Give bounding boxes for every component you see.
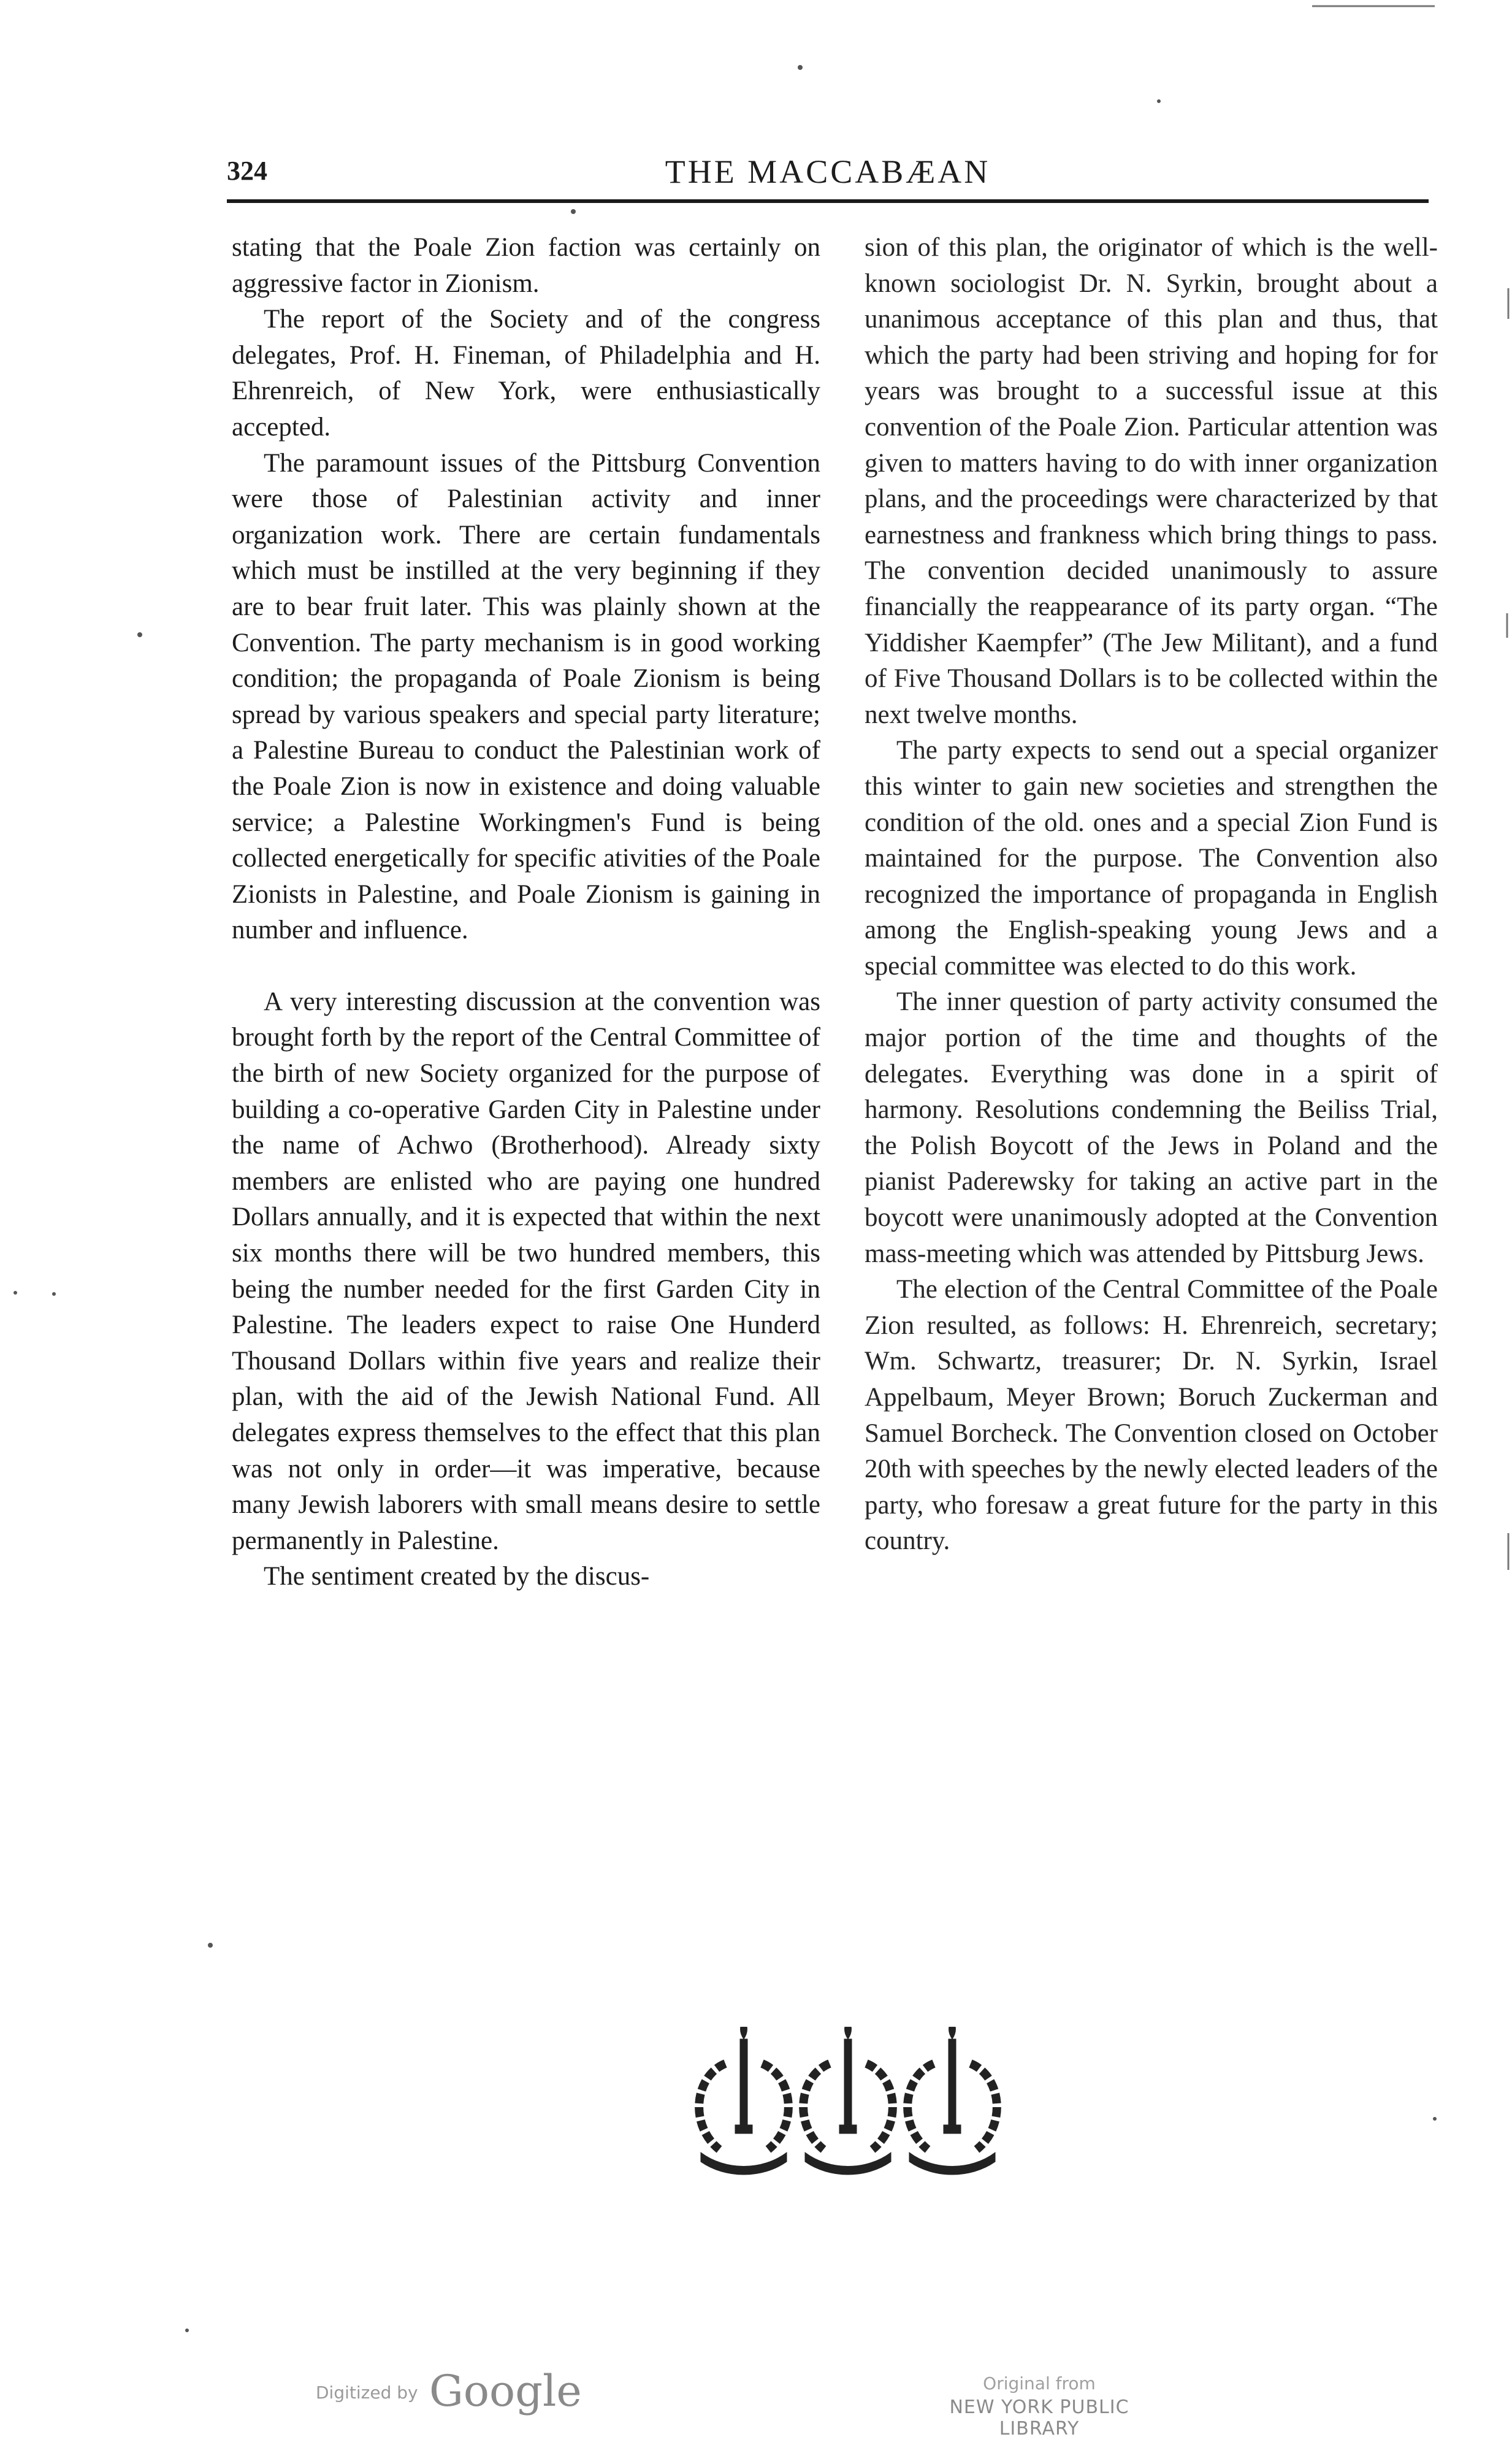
paragraph: The report of the Society and of the congress delegates, Prof. H. Fineman, of Philadelphia and H. Ehrenreich, of New York, were enthusiastically accepted.: [232, 305, 820, 442]
paragraph: sion of this plan, the originator of which is the well-known sociologist Dr. N. Syrkin, brought about a unanimous acceptance of this plan and thus, that which the party had been striving and hoping for for years was brought to a successful issue at this convention of the Poale Zion. Particular attention was given to matters having to do with inner organization plans, and the proceedings were characterized by that earnestness and frankness which bring things to pass. The convention decided unanimously to assure financially the reappearance of its party organ. “The Yiddisher Kaempfer” (The Jew Militant), and a fund of Five Thousand Dollars is to be collected within the next twelve months.: [865, 233, 1438, 729]
paragraph: stating that the Poale Zion faction was certainly on aggressive factor in Zionism.: [232, 233, 820, 298]
paragraph: A very interesting discussion at the convention was brought forth by the report of the Central Committee of the birth of new Society organized for the purpose of building a co-operative Garden City in Palestine under the name of Achwo (Brotherhood). Already sixty members are enlisted who are paying one hundred Dollars annually, and it is expected that within the next six months there will be two hundred members, this being the number needed for the first Garden City in Palestine. The leaders expect to raise One Hunderd Thousand Dollars within five years and realize their plan, with the aid of the Jewish National Fund. All delegates express themselves to the effect that this plan was not only in order—it was imperative, because many Jewish laborers with small means desire to settle permanently in Palestine.: [232, 987, 820, 1555]
left-column: [232, 230, 820, 1595]
paragraph: The inner question of party activity consumed the major portion of the time and thoughts of the delegates. Everything was done in a spirit of harmony. Resolutions condemning the Beiliss Trial, the Polish Boycott of the Jews in Poland and the pianist Paderewsky for taking an active part in the boycott were unanimously adopted at the Convention mass-meeting which was attended by Pittsburg Jews.: [865, 987, 1438, 1268]
library-name: NEW YORK PUBLIC LIBRARY: [949, 2397, 1129, 2440]
page-number: 324: [227, 156, 267, 186]
right-column: [865, 230, 1438, 1559]
paragraph: The sentiment created by the discus-: [264, 1562, 650, 1591]
paragraph: The paramount issues of the Pittsburg Convention were those of Palestinian activity and inner organization work. There are certain fundamentals which must be instilled at the very beginning if they are to bear fruit later. This was plainly shown at the Convention. The party mechanism is in good working condition; the propaganda of Poale Zionism is being spread by various speakers and special party literature; a Palestine Bureau to conduct the Palestinian work of the Poale Zion is now in existence and doing valuable service; a Palestine Workingmen's Fund is being collected energetically for specific ativities of the Poale Zionists in Palestine, and Poale Zionism is gaining in number and influence.: [232, 448, 820, 945]
original-from-label: Original from: [983, 2373, 1096, 2394]
google-logo: Google: [429, 2366, 582, 2416]
page-header: [227, 150, 1429, 203]
paragraph: The election of the Central Committee of the Poale Zion resulted, as follows: H. Ehrenreich, secretary; Wm. Schwartz, treasurer; Dr. N. Syrkin, Israel Appelbaum, Meyer Brown; Boruch Zuckerman and Samuel Borcheck. The Convention closed on October 20th with speeches by the newly elected leaders of the party, who foresaw a great future for the party in this country.: [865, 1275, 1438, 1556]
running-title: THE MACCABÆAN: [665, 153, 991, 190]
torch-wreath-ornament-icon: [685, 2027, 1010, 2186]
digitized-by-label: Digitized by: [316, 2382, 418, 2403]
paragraph: The party expects to send out a special organizer this winter to gain new societies and strengthen the condition of the old. ones and a special Zion Fund is maintained for the purpose. The Convention also recognized the importance of propaganda in English among the English-speaking young Jews and a special committee was elected to do this work.: [865, 736, 1438, 981]
